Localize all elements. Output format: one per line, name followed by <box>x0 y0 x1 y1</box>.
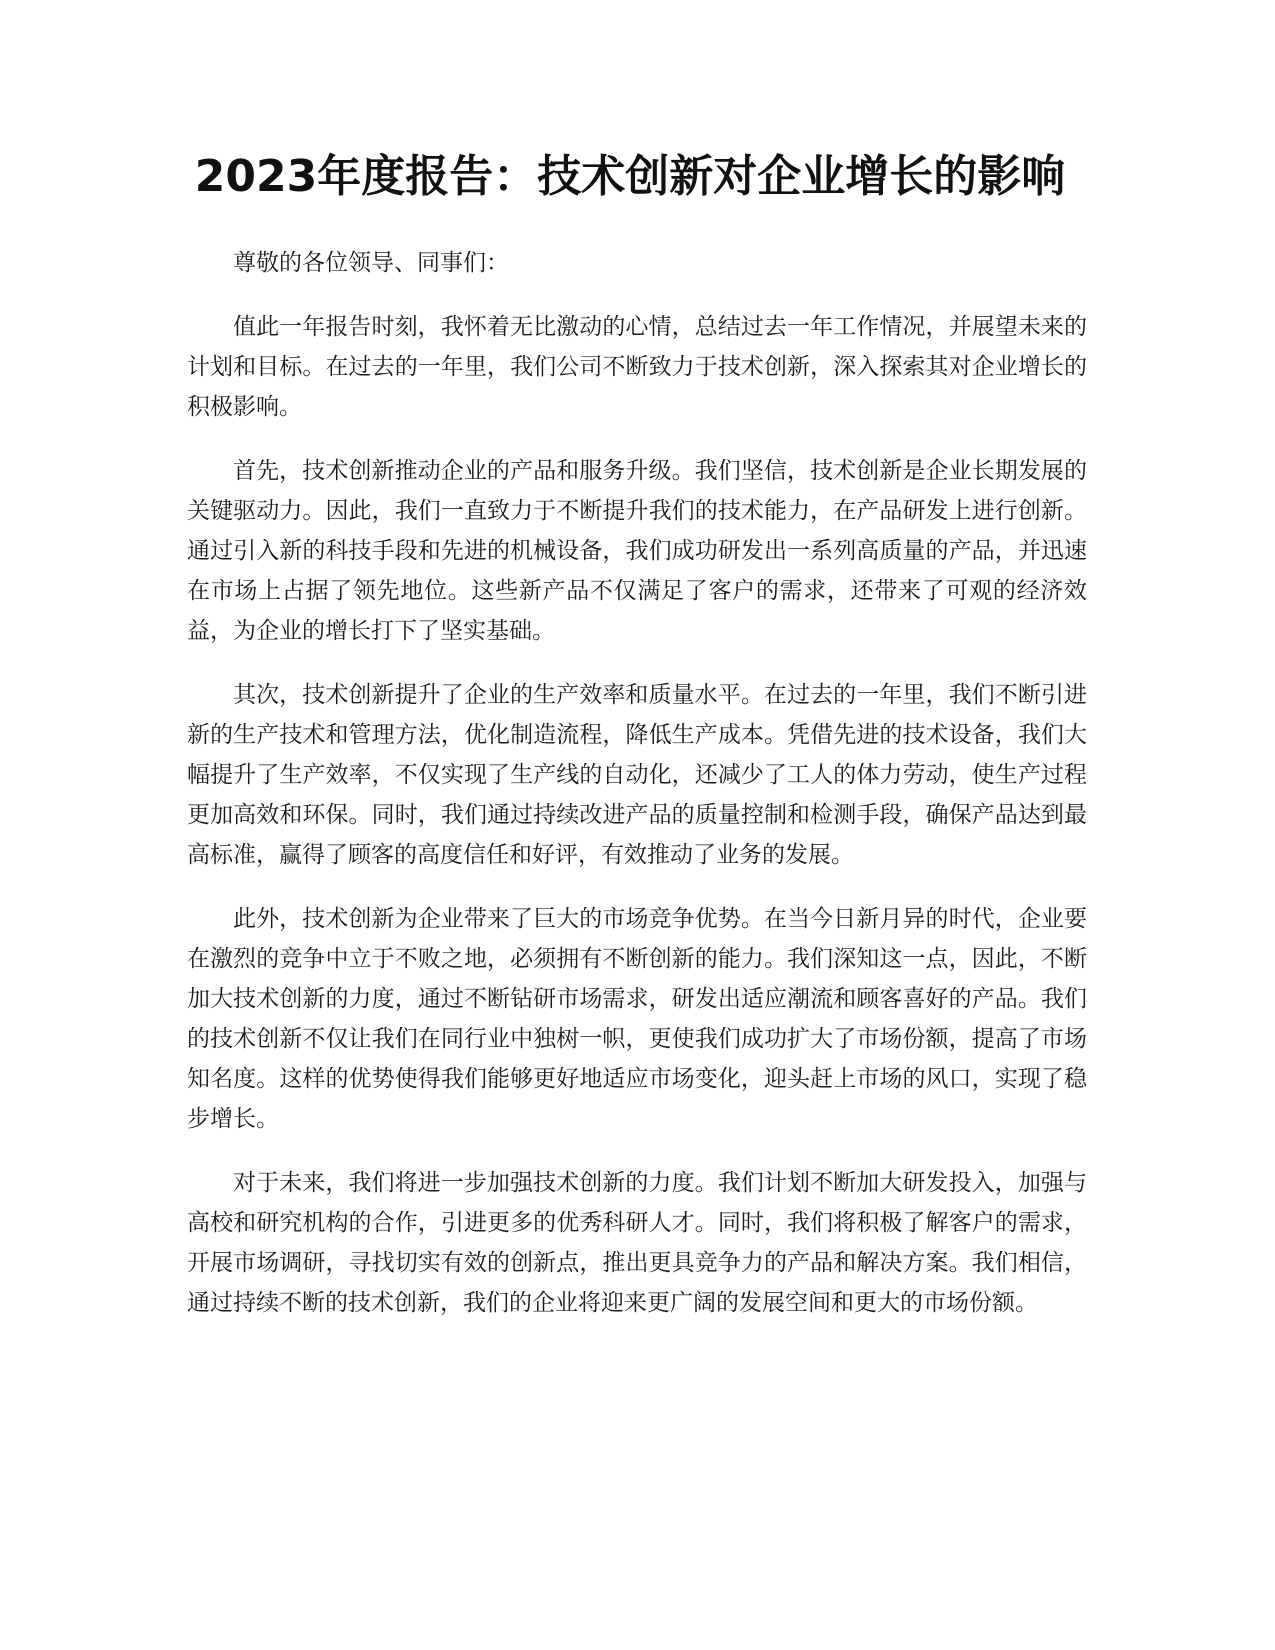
paragraph-intro: 值此一年报告时刻，我怀着无比激动的心情，总结过去一年工作情况，并展望未来的计划和目标。在过去的一年里，我们公司不断致力于技术创新，深入探索其对企业增长的积极影响。 <box>187 314 1087 420</box>
document-body <box>187 243 1087 1347</box>
paragraph-product-upgrade: 首先，技术创新推动企业的产品和服务升级。我们坚信，技术创新是企业长期发展的关键驱动力。因此，我们一直致力于不断提升我们的技术能力，在产品研发上进行创新。通过引入新的科技手段和先进的机械设备，我们成功研发出一系列高质量的产品，并迅速在市场上占据了领先地位。这些新产品不仅满足了客户的需求，还带来了可观的经济效益，为企业的增长打下了坚实基础。 <box>187 458 1087 644</box>
paragraph-production-efficiency: 其次，技术创新提升了企业的生产效率和质量水平。在过去的一年里，我们不断引进新的生产技术和管理方法，优化制造流程，降低生产成本。凭借先进的技术设备，我们大幅提升了生产效率，不仅实现了生产线的自动化，还减少了工人的体力劳动，使生产过程更加高效和环保。同时，我们通过持续改进产品的质量控制和检测手段，确保产品达到最高标准，赢得了顾客的高度信任和好评，有效推动了业务的发展。 <box>187 682 1087 868</box>
paragraph-future-plan: 对于未来，我们将进一步加强技术创新的力度。我们计划不断加大研发投入，加强与高校和研究机构的合作，引进更多的优秀科研人才。同时，我们将积极了解客户的需求，开展市场调研，寻找切实有效的创新点，推出更具竞争力的产品和解决方案。我们相信，通过持续不断的技术创新，我们的企业将迎来更广阔的发展空间和更大的市场份额。 <box>187 1170 1087 1316</box>
document-title: 2023年度报告：技术创新对企业增长的影响 <box>194 151 1066 202</box>
salutation: 尊敬的各位领导、同事们： <box>233 250 509 276</box>
paragraph-market-advantage: 此外，技术创新为企业带来了巨大的市场竞争优势。在当今日新月异的时代，企业要在激烈的竞争中立于不败之地，必须拥有不断创新的能力。我们深知这一点，因此，不断加大技术创新的力度，通过不断钻研市场需求，研发出适应潮流和顾客喜好的产品。我们的技术创新不仅让我们在同行业中独树一帜，更使我们成功扩大了市场份额，提高了市场知名度。这样的优势使得我们能够更好地适应市场变化，迎头赶上市场的风口，实现了稳步增长。 <box>187 906 1087 1132</box>
